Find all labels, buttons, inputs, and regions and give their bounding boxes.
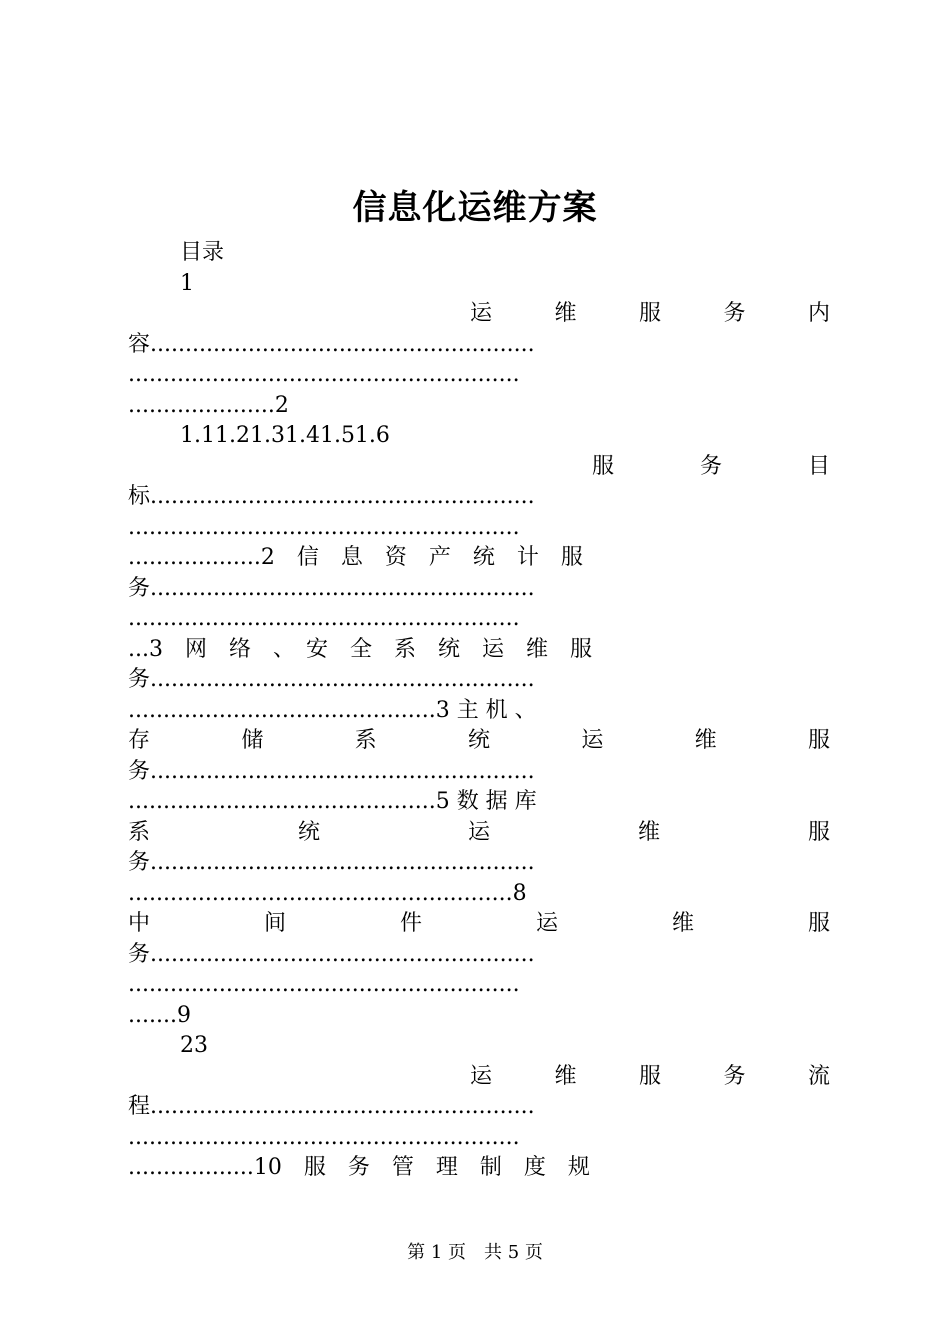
toc-leader-line: ...3 网 络 、 安 全 系 统 运 维 服 (128, 637, 592, 662)
toc-leader-line: ........................................................ (128, 362, 520, 387)
toc-leader-line: 务....................................................... (128, 942, 535, 967)
toc-number: 1.11.21.31.41.51.6 (180, 423, 390, 448)
toc-leader-line: 标....................................................... (128, 484, 535, 509)
document-title: 信息化运维方案 (352, 188, 598, 228)
toc-leader-line: ........................................................ (128, 1125, 520, 1150)
toc-entry-label: 服 务 目 (592, 454, 830, 479)
toc-leader-line: ...................2 信 息 资 产 统 计 服 (128, 545, 583, 570)
toc-leader-line: ..................10 服 务 管 理 制 度 规 (128, 1155, 590, 1180)
toc-number: 1 (180, 271, 194, 296)
toc-leader-line: ............................................5 数 据 库 (128, 789, 537, 814)
toc-entry-label: 中 间 件 运 维 服 (128, 911, 830, 936)
toc-leader-line: 务....................................................... (128, 759, 535, 784)
toc-leader-line: 务....................................................... (128, 667, 535, 692)
toc-heading: 目录 (180, 240, 225, 265)
toc-leader-line: 程....................................................... (128, 1094, 535, 1119)
toc-entry-label: 运 维 服 务 流 (470, 1064, 830, 1089)
toc-entry-label: 系 统 运 维 服 (128, 820, 830, 845)
toc-leader-line: ........................................................ (128, 972, 520, 997)
toc-leader-line: ............................................3 主 机 、 (128, 698, 537, 723)
page-footer: 第 1 页 共 5 页 (407, 1242, 543, 1263)
toc-leader-line: 务....................................................... (128, 850, 535, 875)
toc-leader-line: 务....................................................... (128, 576, 535, 601)
toc-number: 23 (180, 1033, 208, 1058)
toc-leader-line: 容....................................................... (128, 332, 535, 357)
toc-leader-line: ........................................................ (128, 515, 520, 540)
toc-entry-label: 运 维 服 务 内 (470, 301, 830, 326)
toc-leader-line: .....................2 (128, 393, 289, 418)
toc-leader-line: .......................................................8 (128, 881, 527, 906)
toc-entry-label: 存 储 系 统 运 维 服 (128, 728, 830, 753)
toc-leader-line: .......9 (128, 1003, 191, 1028)
toc-leader-line: ........................................................ (128, 606, 520, 631)
